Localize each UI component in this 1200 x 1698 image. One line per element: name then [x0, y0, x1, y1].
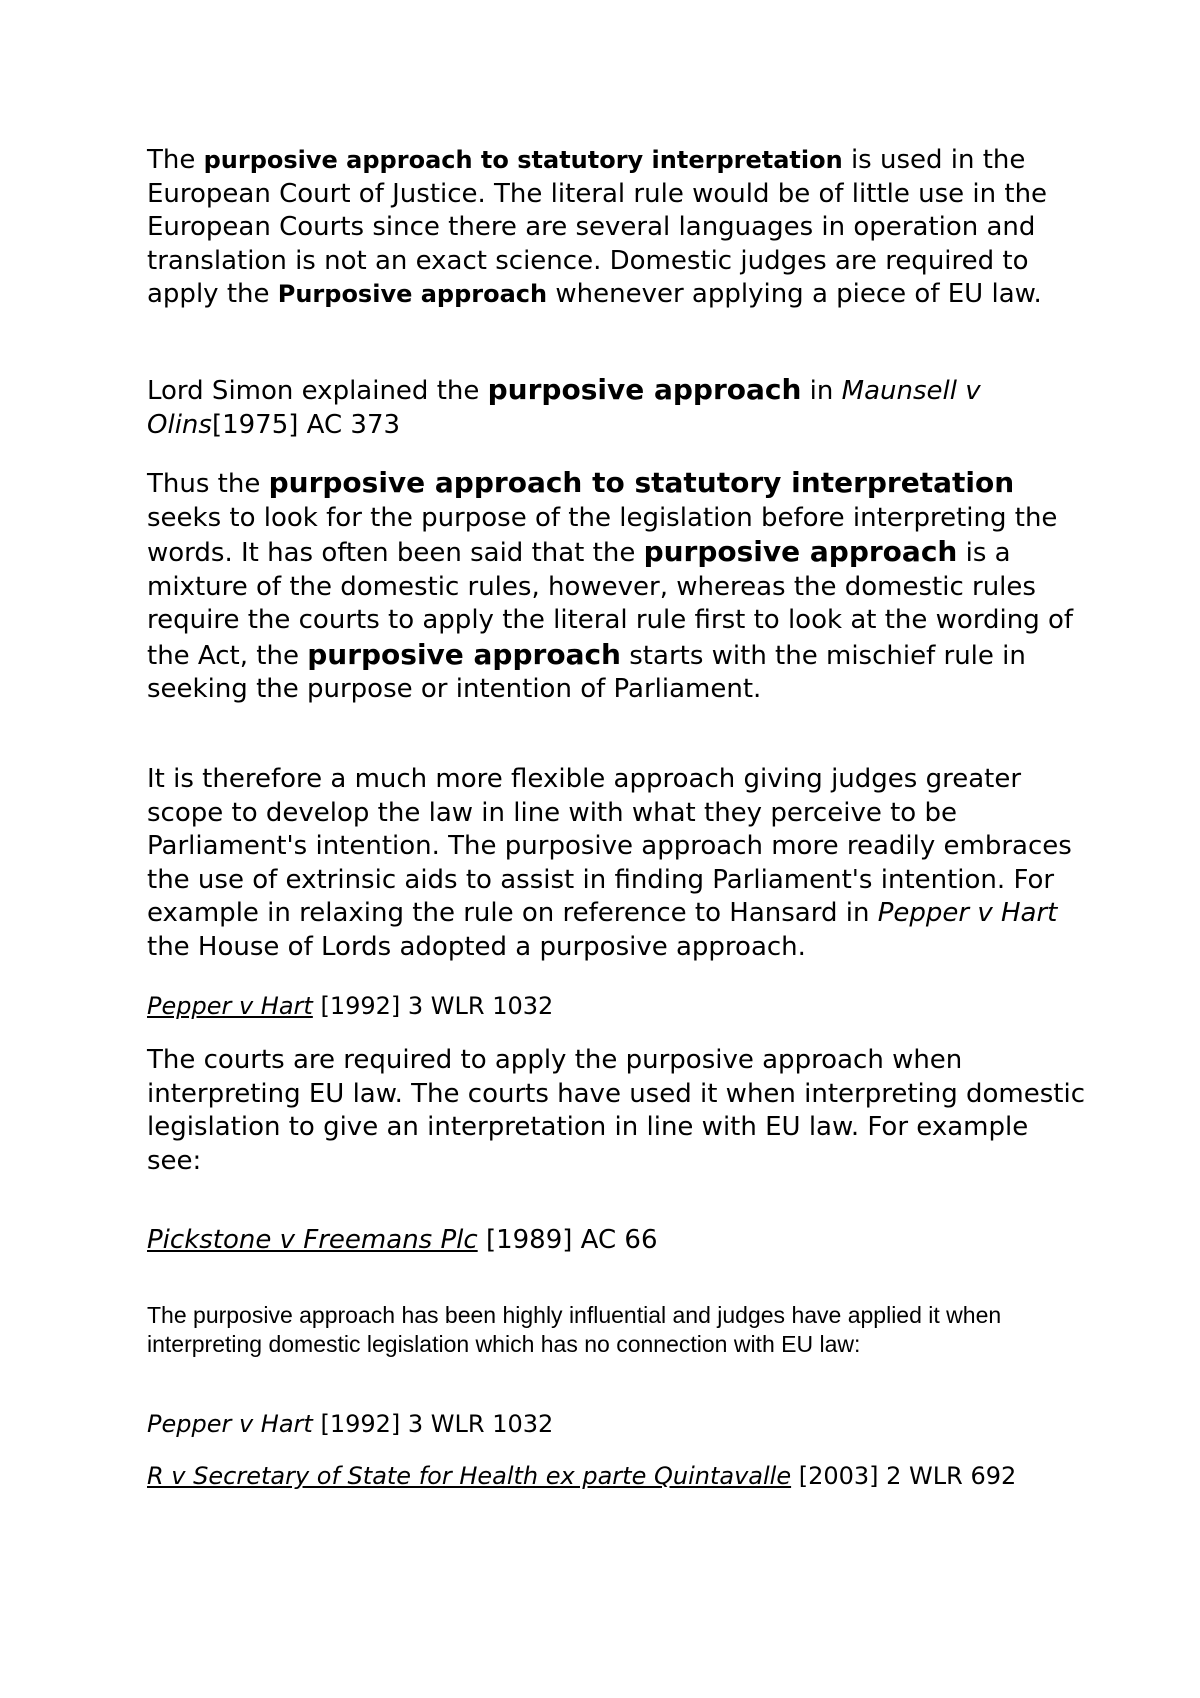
bold-term: purposive approach: [307, 637, 621, 671]
paragraph-influential: [147, 1301, 1087, 1359]
text: the House of Lords adopted a purposive approach.: [147, 931, 806, 962]
case-link[interactable]: R v Secretary of State for Health ex parte Quintavalle: [147, 1462, 792, 1490]
paragraph-lord-simon: [147, 373, 1087, 442]
citation-quintavalle: [147, 1460, 1087, 1494]
bold-term: Purposive approach: [277, 280, 548, 308]
case-name: Pepper v Hart: [877, 898, 1058, 928]
case-link[interactable]: Pepper v Hart: [147, 992, 313, 1020]
text: starts with the mischief rule in seeking the purpose or intention of Parliament.: [147, 640, 1026, 704]
citation-ref: [1992] 3 WLR 1032: [312, 1410, 554, 1438]
citation-pepper-v-hart: [147, 990, 1087, 1024]
text: [1975] AC 373: [211, 409, 401, 440]
paragraph-purposive-explained: [147, 466, 1087, 707]
text: The courts are required to apply the purposive approach when interpreting EU law. The courts have used it when interpreting domestic legislation to give an interpretation in line with EU law. For example see:: [147, 1045, 1086, 1176]
text: in: [801, 376, 842, 406]
case-name: Pepper v Hart: [147, 1410, 313, 1438]
case-name: Maunsell v Olins: [147, 376, 981, 440]
citation-ref: [1992] 3 WLR 1032: [312, 992, 554, 1020]
citation-pickstone: [147, 1224, 1087, 1258]
paragraph-eu-law: [147, 1044, 1087, 1178]
text: is a mixture of the domestic rules, however, whereas the domestic rules require the courts to apply the literal rule first to look at the wording of the Act, the: [147, 538, 1074, 671]
citation-pepper-v-hart-2: [147, 1408, 1087, 1442]
bold-term: purposive approach to statutory interpretation: [203, 146, 843, 174]
bold-term: purposive approach: [487, 373, 802, 406]
text: The purposive approach has been highly influential and judges have applied it when interpreting domestic legislation which has no connection with EU law:: [147, 1302, 1002, 1357]
text: It is therefore a much more flexible approach giving judges greater scope to develop the law in line with what they perceive to be Parliament's intention. The purposive approach more readily embraces the use of extrinsic aids to assist in finding Parliament's intention. For example in relaxing the rule on reference to Hansard in: [147, 764, 1072, 928]
citation-ref: [2003] 2 WLR 692: [791, 1462, 1017, 1490]
bold-term: purposive approach: [643, 535, 958, 568]
paragraph-purposive-intro: [147, 144, 1087, 312]
text: is used in the European Court of Justice. The literal rule would be of little use in the European Courts since there are several languages in operation and translation is not an exact science. Domestic judges are required to apply the: [147, 145, 1048, 309]
bold-term: purposive approach to statutory interpretation: [268, 466, 1015, 499]
citation-ref: [1989] AC 66: [477, 1225, 658, 1255]
text: The: [147, 145, 204, 175]
text: Lord Simon explained the: [147, 376, 488, 406]
text: whenever applying a piece of EU law.: [547, 279, 1042, 309]
text: seeks to look for the purpose of the legislation before interpreting the words. It has often been said that the: [147, 502, 1058, 568]
case-link[interactable]: Pickstone v Freemans Plc: [147, 1225, 478, 1255]
paragraph-flexible-approach: [147, 763, 1087, 964]
text: Thus the: [147, 469, 269, 499]
